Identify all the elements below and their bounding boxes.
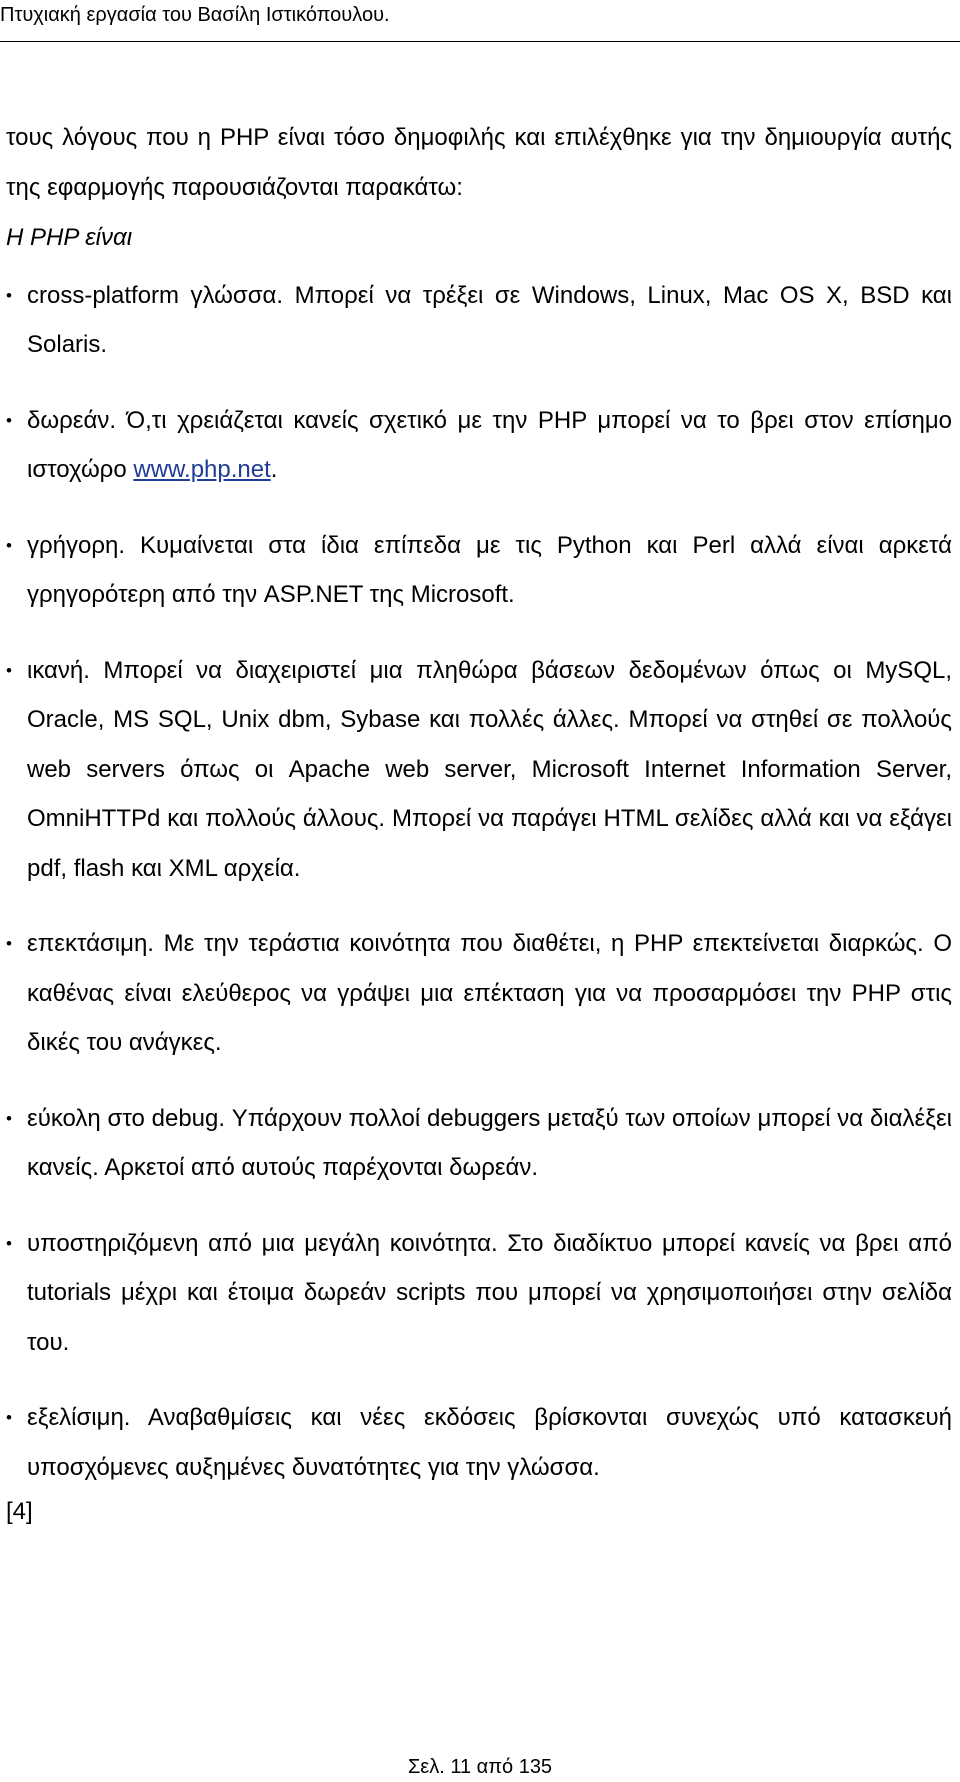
- page-footer: Σελ. 11 από 135: [407, 1756, 553, 1778]
- bullet-icon: •: [6, 535, 12, 555]
- header-rule: [0, 41, 960, 42]
- bullet-icon: •: [6, 1108, 12, 1128]
- list-item-capable: [6, 646, 952, 894]
- bullet-icon: •: [6, 285, 12, 305]
- list-item-text: επεκτάσιμη. Με την τεράστια κοινότητα που διαθέτει, η PHP επεκτείνεται διαρκώς. Ο καθένας είναι ελεύθερος να γράψει μια επέκταση για να προσαρμόσει την PHP στις δικές του ανάγκες.: [27, 930, 952, 1056]
- list-item-text: ικανή. Μπορεί να διαχειριστεί μια πληθώρα βάσεων δεδομένων όπως οι MySQL, Oracle, MS SQL, Unix dbm, Sybase και πολλές άλλες. Μπορεί να στηθεί σε πολλούς web servers όπως οι Apache web server, Microsoft Internet Information Server, OmniHTTPd και πολλούς άλλους. Μπορεί να παράγει HTML σελίδες αλλά και να εξάγει pdf, flash και XML αρχεία.: [27, 656, 952, 882]
- running-header: Πτυχιακή εργασία του Βασίλη Ιστικόπουλου.: [0, 4, 390, 26]
- bullet-icon: •: [6, 1408, 12, 1427]
- document-body: [6, 113, 952, 1532]
- list-item-text: γρήγορη. Κυμαίνεται στα ίδια επίπεδα με τις Python και Perl αλλά είναι αρκετά γρηγορότερη από την ASP.NET της Microsoft.: [27, 531, 952, 608]
- bullet-icon: •: [6, 1233, 12, 1253]
- list-item-fast: [6, 521, 952, 620]
- feature-list: [6, 271, 952, 1493]
- bullet-icon: •: [6, 934, 12, 953]
- list-item-evolving: [6, 1393, 952, 1492]
- list-item-text: cross-platform γλώσσα. Μπορεί να τρέξει σε Windows, Linux, Mac OS X, BSD και Solaris.: [27, 281, 952, 358]
- list-item-free: [6, 396, 952, 495]
- php-net-link[interactable]: www.php.net: [133, 456, 271, 483]
- bullet-icon: •: [6, 660, 12, 680]
- bullet-icon: •: [6, 410, 12, 430]
- list-item-text: εξελίσιμη. Αναβαθμίσεις και νέες εκδόσεις βρίσκονται συνεχώς υπό κατασκευή υποσχόμενες αυξημένες δυνατότητες για την γλώσσα.: [27, 1404, 952, 1481]
- intro-paragraph: τους λόγους που η PHP είναι τόσο δημοφιλής και επιλέχθηκε για την δημιουργία αυτής της εφαρμογής παρουσιάζονται παρακάτω:: [6, 124, 952, 201]
- list-item-text: εύκολη στο debug. Υπάρχουν πολλοί debuggers μεταξύ των οποίων μπορεί να διαλέξει κανείς. Αρκετοί από αυτούς παρέχονται δωρεάν.: [27, 1104, 952, 1181]
- list-item-cross-platform: [6, 271, 952, 370]
- list-item-community: [6, 1219, 952, 1368]
- list-item-text: δωρεάν. Ό,τι χρειάζεται κανείς σχετικό με την PHP μπορεί να το βρει στον επίσημο ιστοχώρο: [27, 406, 952, 483]
- citation-reference: [4]: [6, 1498, 33, 1525]
- list-item-debug: [6, 1094, 952, 1193]
- list-item-text: υποστηριζόμενη από μια μεγάλη κοινότητα. Στο διαδίκτυο μπορεί κανείς να βρει από tutorials μέχρι και έτοιμα δωρεάν scripts που μπορεί να χρησιμοποιήσει στην σελίδα του.: [27, 1229, 952, 1356]
- lead-line: Η PHP είναι: [6, 224, 133, 251]
- list-item-extensible: [6, 919, 952, 1068]
- list-item-text-end: .: [270, 456, 278, 483]
